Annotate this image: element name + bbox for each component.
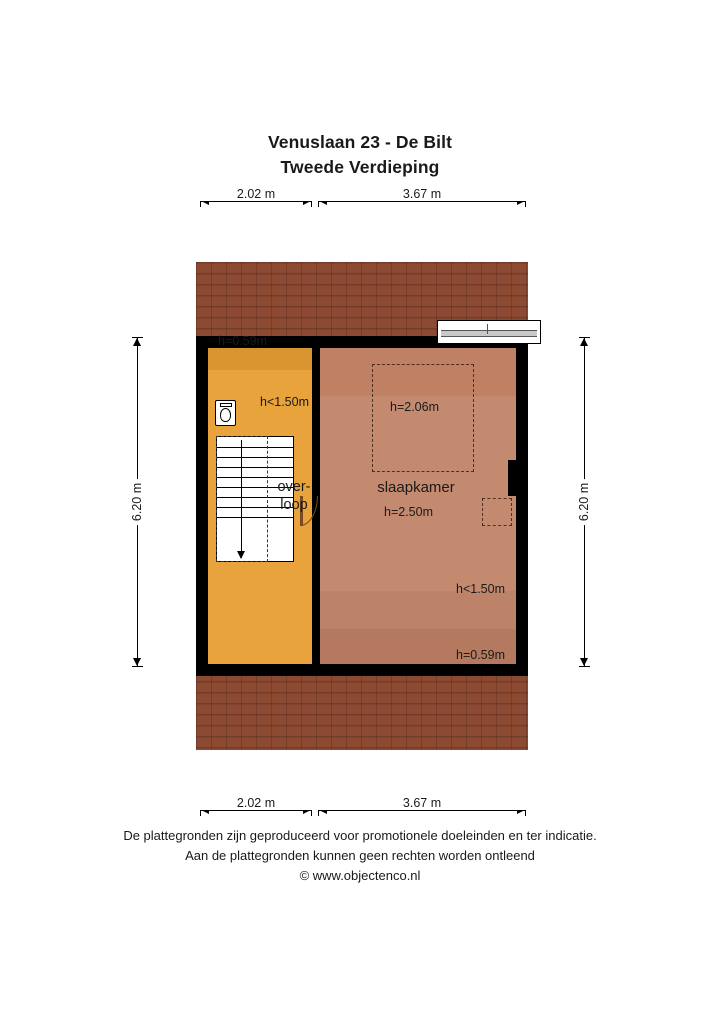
room-label-overloop [262,478,326,514]
footer-line-2: Aan de plattegronden kunnen geen rechten worden ontleend [185,848,535,863]
roof-bottom [196,670,528,750]
floor-plan [196,262,528,750]
small-dashed-outline [482,498,512,526]
dimension-line [200,810,312,811]
bed-area-outline [372,364,474,472]
stair-direction-arrow-icon [241,440,242,558]
dimension-line [200,201,312,202]
room-label-overloop-line1: over- [277,479,311,495]
dimension-bottom-right [318,796,526,818]
arrow-down-icon [133,658,141,666]
dimension-cap-bottom [579,666,590,667]
dormer-window [437,320,541,344]
dimension-line [318,201,526,202]
dimension-label-wrap [200,796,312,810]
title-floor: Tweede Verdieping [280,157,440,177]
height-label-slaapkamer-main: h=2.50m [384,505,433,519]
title-address: Venuslaan 23 - De Bilt [267,132,453,152]
dimension-left-vertical [129,337,145,667]
dimension-label-wrap [318,187,526,201]
arrow-up-icon [580,338,588,346]
footer-disclaimer [0,826,720,886]
footer-line-1: De plattegronden zijn geproduceerd voor promotionele doeleinden en ter indicatie. [123,828,597,843]
height-label-overloop-mid: h<1.50m [260,395,309,409]
height-label-slaapkamer-low: h<1.50m [456,582,505,596]
toilet-icon [215,400,236,426]
toilet-bowl [220,408,231,422]
dimension-top-left-label: 2.02 m [231,187,281,201]
dimension-label-wrap [318,796,526,810]
dormer-window-glass [441,330,537,337]
arrow-up-icon [133,338,141,346]
dimension-bottom-left [200,796,312,818]
wall-niche [508,460,528,496]
overloop-low-ceiling-band [208,348,312,370]
dimension-top-left [200,187,312,209]
dimension-top-right [318,187,526,209]
dimension-right-vertical [576,337,592,667]
dormer-center-tick [487,324,488,334]
dimension-left-label: 6.20 m [128,479,146,525]
height-label-bed-area: h=2.06m [390,400,439,414]
room-label-overloop-line2: loop [280,497,308,513]
toilet-tank [220,403,232,407]
dimension-cap-bottom [132,666,143,667]
dimension-right-label: 6.20 m [575,479,593,525]
footer-copyright: © www.objectenco.nl [299,868,421,883]
slaapkamer-band-low [320,591,516,629]
dimension-label-wrap [200,187,312,201]
dimension-line [318,810,526,811]
dimension-bottom-right-label: 3.67 m [397,796,447,810]
page-title [0,130,720,180]
arrow-down-icon [580,658,588,666]
dimension-bottom-left-label: 2.02 m [231,796,281,810]
height-label-overloop-top: h=0.59m [218,334,267,348]
dimension-top-right-label: 3.67 m [397,187,447,201]
room-label-slaapkamer: slaapkamer [377,479,455,496]
height-label-slaapkamer-lowest: h=0.59m [456,648,505,662]
